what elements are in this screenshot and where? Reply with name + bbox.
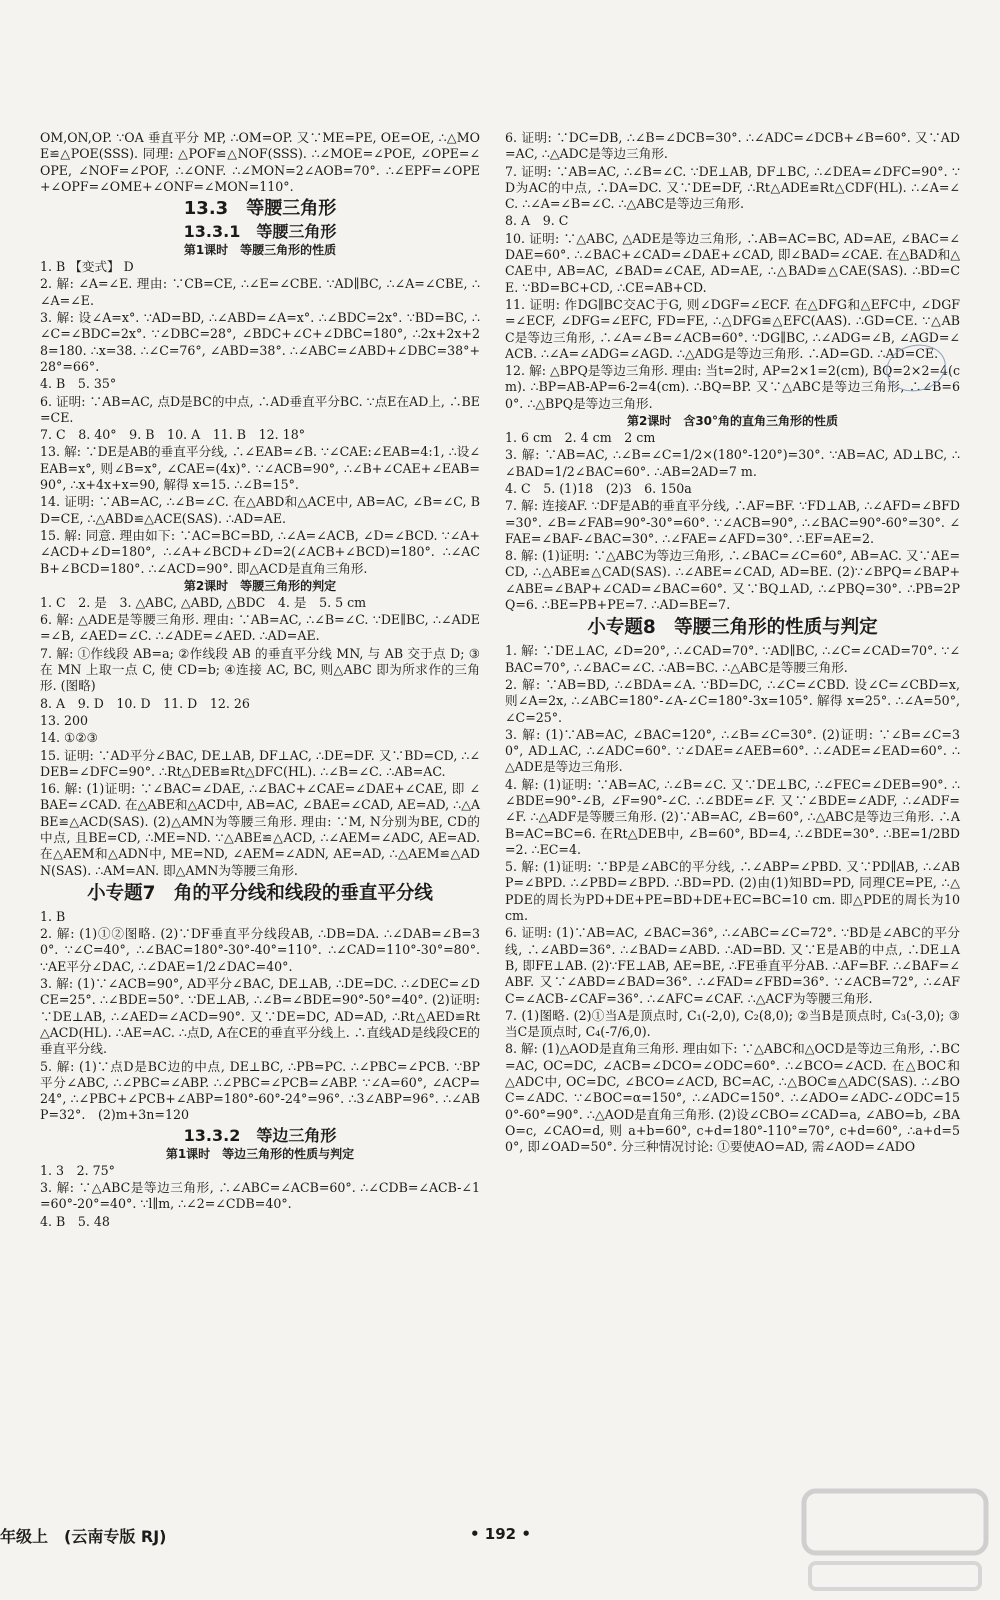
answer-paragraph: 7. 解: ①作线段 AB=a; ②作线段 AB 的垂直平分线 MN, 与 AB 交于点 D; ③在 MN 上取一点 C, 使 CD=b; ④连接 AC, BC, 则△ABC 即为所求作的三角形. (图略) bbox=[40, 645, 480, 694]
answer-paragraph: 12. 解: △BPQ是等边三角形. 理由: 当t=2时, AP=2×1=2(cm), BQ=2×2=4(cm). ∴BP=AB-AP=6-2=4(cm). ∴BQ=BP. 又∵△ABC是等边三角形, ∴∠B=60°. ∴△BPQ是等边三角形. bbox=[505, 363, 960, 411]
answer-paragraph: 3. 解: (1)∵∠ACB=90°, AD平分∠BAC, DE⊥AB, ∴DE=DC. ∴∠DEC=∠DCE=25°. ∴∠BDE=50°. ∵DE⊥AB, ∴∠B=∠BDE=90°-50°=40°. (2)证明: ∵DE⊥AB, ∴∠AED=∠ACD=90°. 又∵DE=DC, AD=AD, ∴Rt△AED≌Rt△ACD(HL). ∴AE=AC. ∴点D, A在CE的垂直平分线上. ∴直线AD是线段CE的垂直平分线. bbox=[40, 976, 480, 1057]
answer-paragraph: 7. 解: 连接AF. ∵DF是AB的垂直平分线, ∴AF=BF. ∵FD⊥AB, ∴∠AFD=∠BFD=30°. ∠B=∠FAB=90°-30°=60°. ∵∠ACB=90°, ∴∠BAC=90°-60°=30°. ∠FAE=∠BAF-∠BAC=30°. ∴∠FAE=∠AFD=30°. ∴EF=AE=2. bbox=[505, 498, 960, 546]
answer-paragraph: 3. 解: (1)∵AB=AC, ∠BAC=120°, ∴∠B=∠C=30°. (2)证明: ∵∠B=∠C=30°, AD⊥AC, ∴∠ADC=60°. ∵∠DAE=∠AEB=60°. ∴∠ADE=∠EAD=60°. ∴△ADE是等边三角形. bbox=[505, 726, 960, 775]
answer-paragraph: 2. 解: ∠A=∠E. 理由: ∵CB=CE, ∴∠E=∠CBE. ∵AD∥BC, ∴∠A=∠CBE, ∴∠A=∠E. bbox=[40, 276, 480, 308]
answer-paragraph: 4. B 5. 35° bbox=[40, 376, 117, 392]
answer-paragraph: 7. 证明: ∵AB=AC, ∴∠B=∠C. ∵DE⊥AB, DF⊥BC, ∴∠DEA=∠DFC=90°. ∵D为AC的中点, ∴DA=DC. 又∵DE=DF, ∴Rt△ADE≌Rt△CDF(HL). ∴∠A=∠C. ∴∠A=∠B=∠C. ∴△ABC是等边三角形. bbox=[505, 163, 960, 212]
answer-paragraph: 11. 证明: 作DG∥BC交AC于G, 则∠DGF=∠ECF. 在△DFG和△EFC中, ∠DGF=∠ECF, ∠DFG=∠EFC, FD=FE, ∴△DFG≌△EFC(AAS). ∴GD=CE. ∵△ABC是等边三角形, ∴∠A=∠B=∠ACB=60°. ∵DG∥BC, ∴∠ADG=∠B, ∠AGD=∠ACB. ∴∠A=∠ADG=∠AGD. ∴△ADG是等边三角形. ∴AD=GD. ∴AD=CE. bbox=[505, 296, 960, 361]
answer-paragraph: 15. 证明: ∵AD平分∠BAC, DE⊥AB, DF⊥AC, ∴DE=DF. 又∵BD=CD, ∴∠DEB=∠DFC=90°. ∴Rt△DEB≌Rt△DFC(HL). ∴∠B=∠C. ∴AB=AC. bbox=[40, 747, 480, 779]
answer-paragraph: 1. C 2. 是 3. △ABC, △ABD, △BDC 4. 是 5. 5 cm bbox=[40, 594, 367, 610]
section-heading: 第2课时 含30°角的直角三角形的性质 bbox=[626, 414, 839, 429]
section-heading: 13.3.1 等腰三角形 bbox=[183, 222, 337, 242]
footer-grade-label: 年级上 (云南专版 RJ) bbox=[0, 1527, 167, 1546]
answer-paragraph: 5. 解: (1)∵点D是BC边的中点, DE⊥BC, ∴PB=PC. ∴∠PBC=∠PCB. ∵BP平分∠ABC, ∴∠PBC=∠ABP. ∴∠PBC=∠PCB=∠ABP. ∵∠A=60°, ∠ACP=24°, ∴∠PBC+∠PCB+∠ABP=180°-60°-24°=96°. ∴3∠ABP=96°. ∴∠ABP=32°. (2)m+3n=120 bbox=[40, 1058, 480, 1123]
answer-paragraph: 7. (1)图略. (2)①当A是顶点时, C₁(-2,0), C₂(8,0); ②当B是顶点时, C₃(-3,0); ③当C是顶点时, C₄(-7/6,0). bbox=[505, 1007, 960, 1040]
answer-paragraph: 8. A 9. C bbox=[505, 213, 569, 229]
answer-paragraph: 3. 解: ∵△ABC是等边三角形, ∴∠ABC=∠ACB=60°. ∴∠CDB=∠ACB-∠1=60°-20°=40°. ∵l∥m, ∴∠2=∠CDB=40°. bbox=[40, 1180, 480, 1212]
answer-paragraph: 3. 解: 设∠A=x°. ∵AD=BD, ∴∠ABD=∠A=x°. ∴∠BDC=2x°. ∵BD=BC, ∴∠C=∠BDC=2x°. ∵∠DBC=28°, ∠BDC+∠C+∠DBC=180°, ∴2x+2x+28=180. ∴x=38. ∴∠C=76°, ∠ABD=38°. ∴∠ABC=∠ABD+∠DBC=38°+28°=66°. bbox=[40, 310, 480, 374]
section-heading: 第1课时 等腰三角形的性质 bbox=[183, 243, 337, 258]
answer-paragraph: OM,ON,OP. ∵OA 垂直平分 MP, ∴OM=OP. 又∵ME=PE, OE=OE, ∴△MOE≌△POE(SSS). 同理: △POF≌△NOF(SSS). ∴∠MOE=∠POE, ∠OPE=∠OPE, ∠NOF=∠POF, ∴∠ONF. ∴∠MON=2∠AOB=70°. ∴∠EPF=∠OPE+∠OPF=∠OME+∠ONF=∠MON=110°. bbox=[40, 130, 480, 194]
answer-paragraph: 1. 6 cm 2. 4 cm 2 cm bbox=[505, 430, 656, 446]
answer-paragraph: 2. 解: ∵AB=BD, ∴∠BDA=∠A. ∵BD=DC, ∴∠C=∠CBD. 设∠C=∠CBD=x, 则∠A=2x, ∴∠ABC=180°-∠A-∠C=180°-3x=105°. 解得 x=25°. ∴∠A=50°, ∠C=25°. bbox=[505, 676, 960, 725]
right-column bbox=[505, 130, 960, 1157]
section-heading: 小专题7 角的平分线和线段的垂直平分线 bbox=[87, 882, 433, 904]
answer-paragraph: 16. 解: (1)证明: ∵∠BAC=∠DAE, ∴∠BAC+∠CAE=∠DAE+∠CAE, 即 ∠BAE=∠CAD. 在△ABE和△ACD中, AB=AC, ∠BAE=∠CAD, AE=AD, ∴△ABE≌△ACD(SAS). (2)△AMN为等腰三角形. 理由: ∵M, N分别为BE, CD的中点, 且BE=CD, ∴ME=ND. ∵△ABE≌△ACD, ∴∠AEM=∠ADC, AE=AD. 在△AEM和△ADN中, ME=ND, ∠AEM=∠ADN, AE=AD, ∴△AEM≌△ADN(SAS). ∴AM=AN. 即△AMN为等腰三角形. bbox=[40, 781, 480, 878]
answer-paragraph: 13. 解: ∵DE是AB的垂直平分线, ∴∠EAB=∠B. ∵∠CAE:∠EAB=4:1, ∴设∠EAB=x°, 则∠B=x°, ∠CAE=(4x)°. ∵∠ACB=90°, ∴∠B+∠CAE+∠EAB=90°, ∴x+4x+x=90, 解得 x=15. ∴∠B=15°. bbox=[40, 444, 480, 493]
section-heading: 小专题8 等腰三角形的性质与判定 bbox=[587, 617, 878, 639]
answer-paragraph: 14. 证明: ∵AB=AC, ∴∠B=∠C. 在△ABD和△ACE中, AB=AC, ∠B=∠C, BD=CE, ∴△ABD≌△ACE(SAS). ∴AD=AE. bbox=[40, 494, 480, 526]
page-number: • 192 • bbox=[470, 1525, 531, 1543]
answer-paragraph: 8. A 9. D 10. D 11. D 12. 26 bbox=[40, 695, 250, 711]
answer-paragraph: 10. 证明: ∵△ABC, △ADE是等边三角形, ∴AB=AC=BC, AD=AE, ∠BAC=∠DAE=60°. ∴∠BAC+∠CAD=∠DAE+∠CAD, 即∠BAD=∠CAE. 在△BAD和△CAE中, AB=AC, ∠BAD=∠CAE, AD=AE, ∴△BAD≌△CAE(SAS). ∴BD=CE. ∵BD=BC+CD, ∴CE=AB+CD. bbox=[505, 230, 960, 295]
answer-paragraph: 1. B bbox=[40, 908, 66, 924]
watermark-logo bbox=[800, 1485, 990, 1595]
answer-paragraph: 6. 证明: ∵AB=AC, 点D是BC的中点, ∴AD垂直平分BC. ∵点E在AD上, ∴BE=CE. bbox=[40, 393, 480, 425]
answer-paragraph: 3. 解: ∵AB=AC, ∴∠B=∠C=1/2×(180°-120°)=30°. ∵AB=AC, AD⊥BC, ∴∠BAD=1/2∠BAC=60°. ∴AB=2AD=7 m. bbox=[505, 447, 960, 479]
answer-paragraph: 7. C 8. 40° 9. B 10. A 11. B 12. 18° bbox=[40, 427, 306, 443]
answer-paragraph: 6. 证明: ∵DC=DB, ∴∠B=∠DCB=30°. ∴∠ADC=∠DCB+∠B=60°. 又∵AD=AC, ∴△ADC是等边三角形. bbox=[505, 130, 960, 162]
answer-paragraph: 13. 200 bbox=[40, 712, 89, 728]
answer-paragraph: 1. 解: ∵DE⊥AC, ∠D=20°, ∴∠CAD=70°. ∵AD∥BC, ∴∠C=∠CAD=70°. ∵∠BAC=70°, ∴∠BAC=∠C. ∴AB=BC. ∴△ABC是等腰三角形. bbox=[505, 643, 960, 675]
section-heading: 13.3.2 等边三角形 bbox=[183, 1125, 337, 1145]
answer-paragraph: 14. ①②③ bbox=[40, 730, 98, 746]
answer-paragraph: 5. 解: (1)证明: ∵BP是∠ABC的平分线, ∴∠ABP=∠PBD. 又∵PD∥AB, ∴∠ABP=∠BPD. ∴∠PBD=∠BPD. ∴BD=PD. (2)由(1)知BD=PD, 同理CE=PE, ∴△PDE的周长为PD+DE+PE=BD+DE+EC=BC=10 cm. 即△PDE的周长为10 cm. bbox=[505, 859, 960, 924]
answer-paragraph: 6. 解: △ADE是等腰三角形. 理由: ∵AB=AC, ∴∠B=∠C. ∵DE∥BC, ∴∠ADE=∠B, ∠AED=∠C. ∴∠ADE=∠AED. ∴AD=AE. bbox=[40, 612, 480, 644]
answer-paragraph: 6. 证明: (1)∵AB=AC, ∠BAC=36°, ∴∠ABC=∠C=72°. ∵BD是∠ABC的平分线, ∴∠ABD=36°. ∴∠BAD=∠ABD. ∴AD=BD. 又∵E是AB的中点, ∴DE⊥AB, 即FE⊥AB. (2)∵FE⊥AB, AE=BE, ∴FE垂直平分AB. ∴AF=BF. ∴∠BAF=∠ABF. 又∵∠ABD=∠BAD=36°. ∴∠FAD=∠FBD=36°. ∵∠ACB=72°, ∴∠AFC=∠ACB-∠CAF=36°. ∴∠AFC=∠CAF. ∴△ACF为等腰三角形. bbox=[505, 925, 960, 1006]
answer-paragraph: 1. 3 2. 75° bbox=[40, 1162, 115, 1178]
section-heading: 第2课时 等腰三角形的判定 bbox=[183, 578, 337, 593]
answer-paragraph: 4. B 5. 48 bbox=[40, 1213, 110, 1229]
section-heading: 第1课时 等边三角形的性质与判定 bbox=[165, 1146, 355, 1161]
section-heading: 13.3 等腰三角形 bbox=[183, 198, 337, 220]
answer-paragraph: 15. 解: 同意. 理由如下: ∵AC=BC=BD, ∴∠A=∠ACB, ∠D=∠BCD. ∵∠A+∠ACD+∠D=180°, ∴∠A+∠BCD+∠D=2(∠ACB+∠BCD)=180°. ∴∠ACB+∠BCD=180°. ∴∠ACD=90°. 即△ACD是直角三角形. bbox=[40, 527, 480, 576]
answer-paragraph: 4. 解: (1)证明: ∵AB=AC, ∴∠B=∠C. 又∵DE⊥BC, ∴∠FEC=∠DEB=90°. ∴∠BDE=90°-∠B, ∠F=90°-∠C. ∴∠BDE=∠F. 又∵∠BDE=∠ADF, ∴∠ADF=∠F. ∴△ADF是等腰三角形. (2)∵AB=AC, ∠B=60°, ∴△ABC是等边三角形. ∴AB=AC=BC=6. 在Rt△DEB中, ∠B=60°, BD=4, ∴∠BDE=30°. ∴BE=1/2BD=2. ∴EC=4. bbox=[505, 776, 960, 857]
left-column bbox=[40, 130, 480, 1231]
answer-paragraph: 8. 解: (1)△AOD是直角三角形. 理由如下: ∵△ABC和△OCD是等边三角形, ∴BC=AC, OC=DC, ∠ACB=∠DCO=∠ODC=60°. ∴∠BCO=∠ACD. 在△BOC和△ADC中, OC=DC, ∠BCO=∠ACD, BC=AC, ∴△BOC≌△ADC(SAS). ∴∠BOC=∠ADC. ∵∠BOC=α=150°, ∴∠ADC=150°. ∴∠ADO=∠ADC-∠ODC=150°-60°=90°. ∴△AOD是直角三角形. (2)设∠CBO=∠CAD=a, ∠ABO=b, ∠BAO=c, ∠CAO=d, 则 a+b=60°, c+d=180°-110°=70°, c+d=60°, ∴a+d=50°, 即∠OAD=50°. 分三种情况讨论: ①要使AO=AD, 需∠AOD=∠ADO bbox=[505, 1041, 960, 1155]
answer-paragraph: 2. 解: (1)①②图略. (2)∵DF垂直平分线段AB, ∴DB=DA. ∴∠DAB=∠B=30°. ∵∠C=40°, ∴∠BAC=180°-30°-40°=110°. ∴∠CAD=110°-30°=80°. ∵AE平分∠DAC, ∴∠DAE=1/2∠DAC=40°. bbox=[40, 926, 480, 974]
answer-paragraph: 1. B 【变式】 D bbox=[40, 259, 134, 275]
answer-paragraph: 4. C 5. (1)18 (2)3 6. 150a bbox=[505, 480, 692, 496]
answer-paragraph: 8. 解: (1)证明: ∵△ABC为等边三角形, ∴∠BAC=∠C=60°, AB=AC. 又∵AE=CD, ∴△ABE≌△CAD(SAS). ∴∠ABE=∠CAD, AD=BE. (2)∵∠BPQ=∠BAP+∠ABE=∠BAP+∠CAD=∠BAC=60°. 又∵BQ⊥AD, ∴∠PBQ=30°. ∴PB=2PQ=6. ∴BE=PB+PE=7. ∴AD=BE=7. bbox=[505, 548, 960, 613]
